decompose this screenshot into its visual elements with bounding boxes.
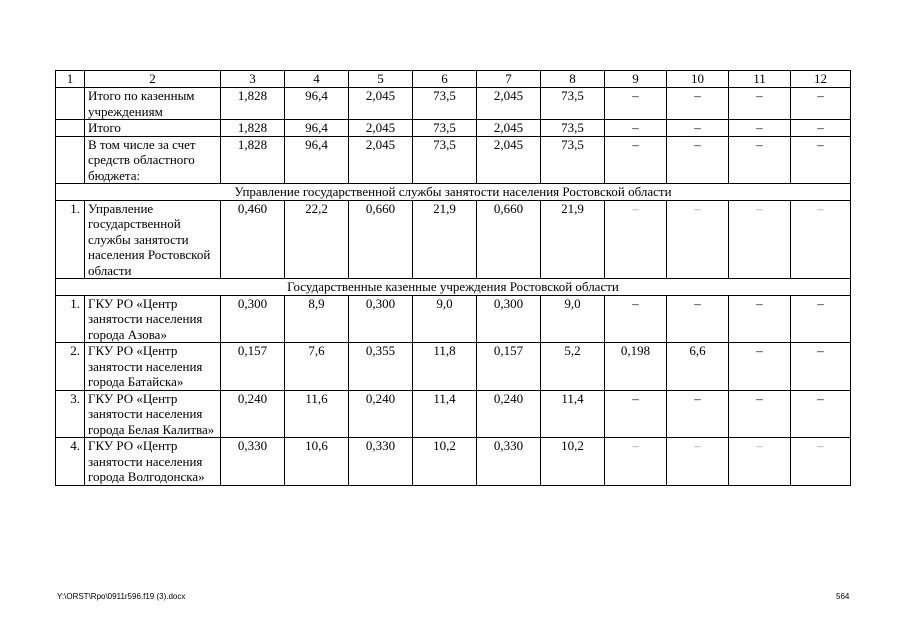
footer-page-number: 564 [836,592,850,601]
value-cell: – [791,438,851,486]
table-body [56,71,851,486]
value-cell: 2,045 [477,88,541,120]
footer-file-path: Y:\ORST\Rpo\0911r596.f19 (3).docx [57,592,186,601]
table-row [56,200,851,279]
value-cell: 6,6 [667,343,729,391]
value-cell: – [605,390,667,438]
table-row [56,295,851,343]
value-cell: 1,828 [221,88,285,120]
value-cell: – [667,136,729,184]
value-cell: – [667,295,729,343]
value-cell: 0,240 [221,390,285,438]
header-cell: 7 [477,71,541,88]
row-index: 1. [56,295,85,343]
value-cell: – [729,438,791,486]
value-cell: 5,2 [541,343,605,391]
header-cell: 5 [349,71,413,88]
value-cell: – [667,200,729,279]
value-cell: 2,045 [349,136,413,184]
value-cell: 7,6 [285,343,349,391]
value-cell: – [729,343,791,391]
value-cell: 10,6 [285,438,349,486]
value-cell: 1,828 [221,120,285,137]
table-header-row [56,71,851,88]
value-cell: 0,240 [477,390,541,438]
section-row [56,279,851,296]
value-cell: – [605,438,667,486]
row-index [56,136,85,184]
row-index: 1. [56,200,85,279]
section-row [56,184,851,201]
header-cell: 1 [56,71,85,88]
header-cell: 2 [85,71,221,88]
row-index [56,88,85,120]
row-name: В том числе за счет средств областного бюджета: [85,136,221,184]
value-cell: – [791,120,851,137]
value-cell: 73,5 [413,136,477,184]
value-cell: 96,4 [285,120,349,137]
value-cell: 11,6 [285,390,349,438]
header-cell: 6 [413,71,477,88]
row-index: 3. [56,390,85,438]
section-title: Государственные казенные учреждения Ростовской области [56,279,851,296]
value-cell: – [605,295,667,343]
value-cell: 0,157 [477,343,541,391]
value-cell: 0,460 [221,200,285,279]
row-name: ГКУ РО «Центр занятости населения города Волгодонска» [85,438,221,486]
value-cell: – [605,200,667,279]
table-row [56,88,851,120]
header-cell: 12 [791,71,851,88]
value-cell: – [791,200,851,279]
value-cell: – [791,390,851,438]
row-name: ГКУ РО «Центр занятости населения города Белая Калитва» [85,390,221,438]
value-cell: 11,4 [541,390,605,438]
value-cell: 96,4 [285,136,349,184]
table-row [56,390,851,438]
value-cell: 1,828 [221,136,285,184]
value-cell: 11,4 [413,390,477,438]
header-cell: 11 [729,71,791,88]
value-cell: 21,9 [541,200,605,279]
value-cell: – [729,390,791,438]
value-cell: 0,330 [349,438,413,486]
value-cell: – [605,88,667,120]
value-cell: 0,660 [349,200,413,279]
header-cell: 4 [285,71,349,88]
value-cell: 0,198 [605,343,667,391]
row-name: ГКУ РО «Центр занятости населения города Азова» [85,295,221,343]
value-cell: 0,300 [221,295,285,343]
row-name: Управление государственной службы занятости населения Ростовской области [85,200,221,279]
row-index: 4. [56,438,85,486]
value-cell: – [667,120,729,137]
value-cell: – [791,88,851,120]
row-name: Итого [85,120,221,137]
value-cell: – [729,200,791,279]
value-cell: – [667,390,729,438]
table-row [56,136,851,184]
section-title: Управление государственной службы занятости населения Ростовской области [56,184,851,201]
value-cell: 9,0 [541,295,605,343]
value-cell: 22,2 [285,200,349,279]
value-cell: 10,2 [541,438,605,486]
value-cell: – [791,343,851,391]
value-cell: 0,330 [477,438,541,486]
value-cell: – [667,438,729,486]
value-cell: 2,045 [349,88,413,120]
value-cell: – [791,136,851,184]
value-cell: 73,5 [541,120,605,137]
value-cell: 11,8 [413,343,477,391]
value-cell: 21,9 [413,200,477,279]
value-cell: 0,157 [221,343,285,391]
value-cell: – [605,120,667,137]
table-row [56,438,851,486]
row-name: ГКУ РО «Центр занятости населения города Батайска» [85,343,221,391]
value-cell: 96,4 [285,88,349,120]
value-cell: – [667,88,729,120]
document-table [55,70,851,486]
row-index: 2. [56,343,85,391]
value-cell: – [605,136,667,184]
table-row [56,343,851,391]
value-cell: 2,045 [349,120,413,137]
table-row [56,120,851,137]
row-index [56,120,85,137]
value-cell: 2,045 [477,136,541,184]
header-cell: 9 [605,71,667,88]
value-cell: 73,5 [541,88,605,120]
header-cell: 3 [221,71,285,88]
value-cell: – [791,295,851,343]
header-cell: 10 [667,71,729,88]
value-cell: 2,045 [477,120,541,137]
header-cell: 8 [541,71,605,88]
value-cell: 0,240 [349,390,413,438]
value-cell: – [729,88,791,120]
value-cell: 0,330 [221,438,285,486]
value-cell: 8,9 [285,295,349,343]
row-name: Итого по казенным учреждениям [85,88,221,120]
value-cell: 0,660 [477,200,541,279]
value-cell: 9,0 [413,295,477,343]
value-cell: 73,5 [541,136,605,184]
value-cell: – [729,120,791,137]
value-cell: – [729,295,791,343]
value-cell: 10,2 [413,438,477,486]
value-cell: 0,355 [349,343,413,391]
value-cell: 0,300 [477,295,541,343]
value-cell: 73,5 [413,120,477,137]
value-cell: – [729,136,791,184]
value-cell: 73,5 [413,88,477,120]
value-cell: 0,300 [349,295,413,343]
